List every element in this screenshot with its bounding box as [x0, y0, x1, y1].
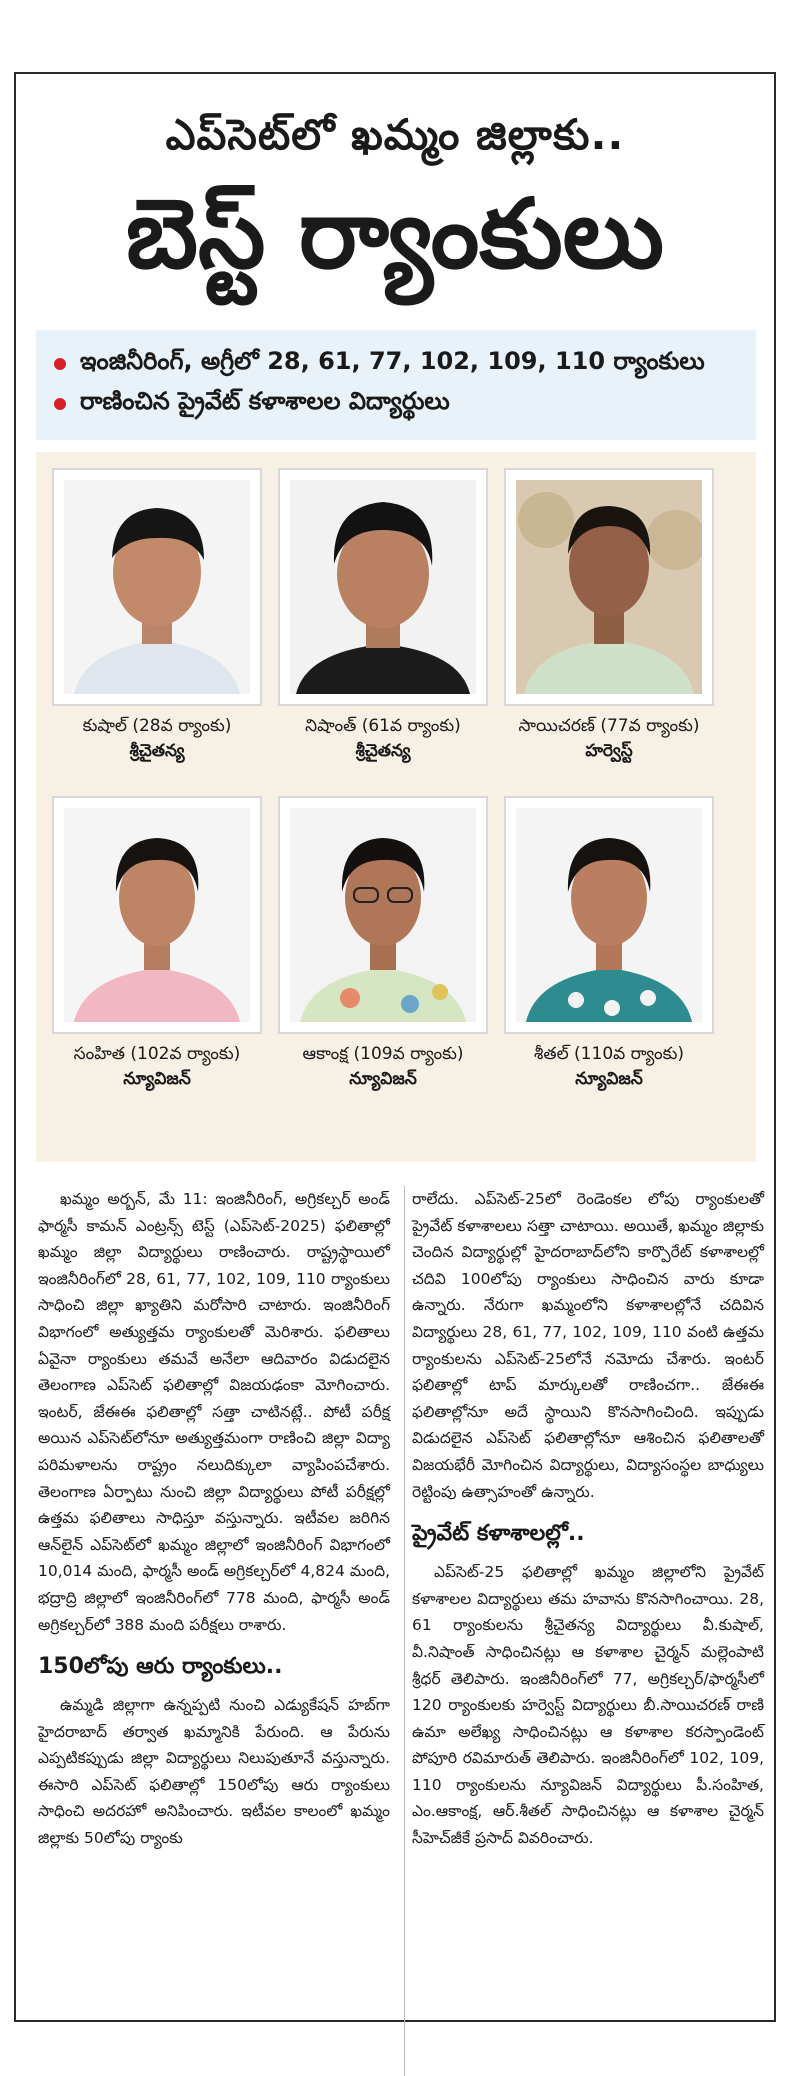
- portrait-image: [516, 480, 702, 694]
- article-paragraph: ఎప్‌సెట్-25 ఫలితాల్లో ఖమ్మం జిల్లాలోని ప్రైవేట్ కళాశాలల విద్యార్థులు తమ హవాను కొనసాగించాయి. 28, 61 ర్యాంకులను శ్రీచైతన్య విద్యార్థులు వీ.కుషాల్, వీ.నిషాంత్ సాధించినట్లు ఆ కళాశాల చైర్మన్ మల్లెంపాటి శ్రీధర్ తెలిపారు. ఇంజినీరింగ్‌లో 77, అగ్రికల్చర్/ఫార్మసీలో 120 ర్యాంకులకు హర్వెస్ట్ విద్యార్థులు బీ.సాయిచరణ్ రాణి ఉమా అలేఖ్య సాధించినట్లు ఆ కళాశాల కరస్పాండెంట్ పోపూరి రవిమారుత్ తెలిపారు. ఇంజినీరింగ్‌లో 102, 109, 110 ర్యాంకులను న్యూవిజన్ విద్యార్థులు పీ.సంహిత, ఎం.ఆకాంక్ష, ఆర్.శీతల్ సాధించినట్లు ఆ కళాశాల చైర్మన్ సీహెచ్‌జీకే ప్రసాద్ వివరించారు.: [412, 1563, 764, 1848]
- news-clipping: [14, 72, 776, 2022]
- student-name: సాయిచరణ్ (77వ ర్యాంకు): [518, 716, 700, 736]
- student-name: శీతల్ (110వ ర్యాంకు): [534, 1044, 684, 1064]
- student-name: సంహిత (102వ ర్యాంకు): [73, 1044, 241, 1064]
- student-card: [504, 796, 714, 1091]
- highlights-box: [36, 330, 756, 440]
- student-college: హర్వెస్ట్: [585, 740, 633, 761]
- article-paragraph: ఉమ్మడి జిల్లాగా ఉన్నప్పటి నుంచి ఎడ్యుకేషన్ హబ్‌గా హైదరాబాద్ తర్వాత ఖమ్మానికి పేరుంది. ఆ పేరును ఎప్పటికప్పుడు జిల్లా విద్యార్థులు నిలుపుతూనే వస్తున్నారు. ఈసారి ఎప్‌సెట్ ఫలితాల్లో 150లోపు ఆరు ర్యాంకులు సాధించి అదరహో అనిపించారు. ఇటీవల కాలంలో ఖమ్మం జిల్లాకు 50లోపు ర్యాంకు: [38, 1696, 390, 1848]
- main-headline: బెస్ట్ ర్యాంకులు: [126, 178, 664, 290]
- highlight-text: ఇంజినీరింగ్, అగ్రీలో 28, 61, 77, 102, 109, 110 ర్యాంకులు: [80, 347, 705, 375]
- student-card: [52, 796, 262, 1091]
- student-name: నిషాంత్ (61వ ర్యాంకు): [305, 716, 461, 736]
- highlight-item: [54, 384, 738, 424]
- article-column-left: [38, 1186, 390, 1852]
- student-college: న్యూవిజన్: [575, 1068, 643, 1089]
- article-subhead: 150లోపు ఆరు ర్యాంకులు..: [38, 1654, 283, 1680]
- student-photo: [278, 468, 488, 706]
- student-photo: [52, 468, 262, 706]
- bullet-dot-icon: [54, 358, 66, 370]
- student-card: [278, 796, 488, 1091]
- column-divider: [404, 1186, 405, 2076]
- student-name: కుషాల్ (28వ ర్యాంకు): [82, 716, 232, 736]
- portrait-image: [64, 808, 250, 1022]
- portrait-image: [64, 480, 250, 694]
- student-college: న్యూవిజన్: [123, 1068, 191, 1089]
- student-photo: [52, 796, 262, 1034]
- student-card: [278, 468, 488, 763]
- kicker-headline: ఎప్‌సెట్‌లో ఖమ్మం జిల్లాకు..: [165, 110, 625, 159]
- portrait-image: [516, 808, 702, 1022]
- portrait-image: [290, 808, 476, 1022]
- article-paragraph: ఖమ్మం అర్బన్, మే 11: ఇంజినీరింగ్, అగ్రికల్చర్ అండ్ ఫార్మసీ కామన్ ఎంట్రన్స్ టెస్ట్ (ఎప్‌సెట్-2025) ఫలితాల్లో ఖమ్మం జిల్లా విద్యార్థులు రాణించారు. రాష్ట్రస్థాయిలో ఇంజినీరింగ్‌లో 28, 61, 77, 102, 109, 110 ర్యాంకులు సాధించి జిల్లా ఖ్యాతిని మరోసారి చాటారు. ఇంజినీరింగ్ విభాగంలో అత్యుత్తమ ర్యాంకులతో మెరిశారు. ఫలితాలు ఏవైనా ర్యాంకులు తమవే అనేలా ఆదివారం విడుదలైన తెలంగాణ ఎప్‌సెట్ ఫలితాల్లో విజయఢంకా మోగించారు. ఇంటర్, జేఈఈ ఫలితాల్లో సత్తా చాటినట్లే.. పోటీ పరీక్ష అయిన ఎప్‌సెట్‌లోనూ అత్యుత్తమంగా రాణించి జిల్లా విద్యా పరిమళాలను రాష్ట్రం నలుదిక్కులా వ్యాపింపచేశారు. తెలంగాణ ఏర్పాటు నుంచి జిల్లా విద్యార్థులు పోటీ పరీక్షల్లో ఉత్తమ ఫలితాలు సాధిస్తూ వస్తున్నారు. ఇటీవల జరిగిన ఆన్‌లైన్ ఎప్‌సెట్‌లో ఖమ్మం జిల్లాలో ఇంజినీరింగ్ విభాగంలో 10,014 మంది, ఫార్మసీ అండ్ అగ్రికల్చర్‌లో 4,824 మంది, భద్రాద్రి జిల్లాలో ఇంజినీరింగ్‌లో 778 మంది, ఫార్మసీ అండ్ అగ్రికల్చర్‌లో 388 మంది పరీక్షలు రాశారు.: [38, 1190, 390, 1634]
- student-card: [504, 468, 714, 763]
- student-college: న్యూవిజన్: [349, 1068, 417, 1089]
- article-subhead: ప్రైవేట్ కళాశాలల్లో..: [412, 1521, 585, 1547]
- student-card: [52, 468, 262, 763]
- student-photo: [278, 796, 488, 1034]
- article-paragraph: రాలేదు. ఎప్‌సెట్-25లో రెండెంకల లోపు ర్యాంకులతో ప్రైవేట్ కళాశాలలు సత్తా చాటాయి. అయితే, ఖమ్మం జిల్లాకు చెందిన విద్యార్థుల్లో హైదరాబాద్‌లోని కార్పొరేట్ కళాశాలల్లో చదివి 100లోపు ర్యాంకులు సాధించిన వారు కూడా ఉన్నారు. నేరుగా ఖమ్మంలోని కళాశాలల్లోనే చదివిన విద్యార్థులు 28, 61, 77, 102, 109, 110 వంటి ఉత్తమ ర్యాంకులను ఎప్‌సెట్-25లోనే నమోదు చేశారు. ఇంటర్ ఫలితాల్లో టాప్ మార్కులతో రాణించగా.. జేఈఈ ఫలితాల్లోనూ అదే స్థాయిని కొనసాగించింది. ఇప్పుడు విడుదలైన ఎప్‌సెట్ ఫలితాల్లోనూ ఆశించిన ఫలితాలతో విజయభేరీ మోగించిన విద్యార్థులు, విద్యాసంస్థల బాధ్యులు రెట్టింపు ఉత్సాహంతో ఉన్నారు.: [412, 1190, 764, 1501]
- portrait-image: [290, 480, 476, 694]
- bullet-dot-icon: [54, 398, 66, 410]
- student-photo: [504, 796, 714, 1034]
- student-college: శ్రీచైతన్య: [129, 740, 185, 761]
- student-photo: [504, 468, 714, 706]
- student-name: ఆకాంక్ష (109వ ర్యాంకు): [302, 1044, 464, 1064]
- highlight-text: రాణించిన ప్రైవేట్ కళాశాలల విద్యార్థులు: [80, 387, 450, 415]
- student-college: శ్రీచైతన్య: [355, 740, 411, 761]
- highlight-item: [54, 344, 738, 384]
- article-column-right: [412, 1186, 764, 1852]
